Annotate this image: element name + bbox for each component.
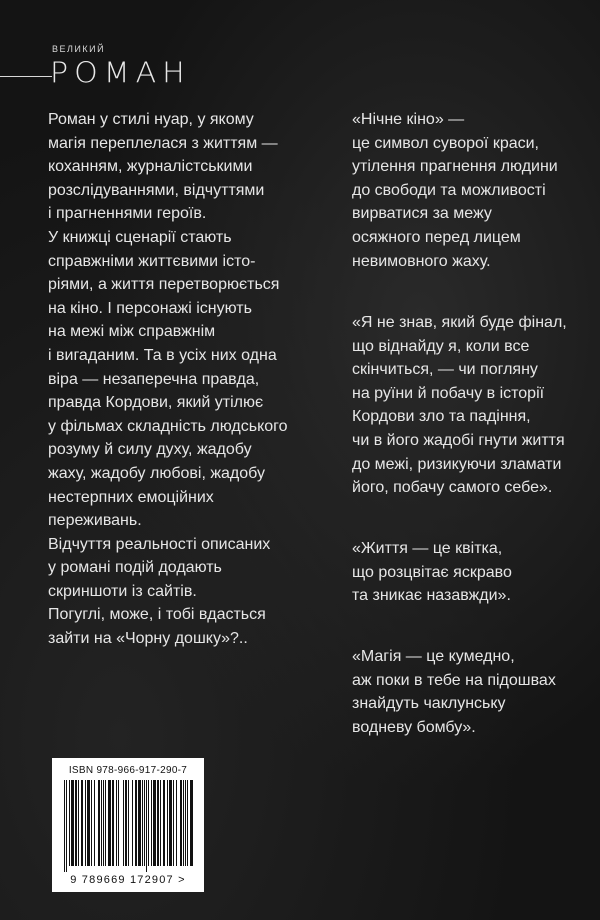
series-logo xyxy=(0,44,191,94)
quote-3: «Життя — це квітка, що розцвітає яскраво та зникає назавжди». xyxy=(352,540,512,605)
series-title: РОМАН xyxy=(50,56,191,91)
series-rule xyxy=(0,76,52,77)
barcode-icon xyxy=(62,780,194,872)
blurb-paragraph-1: Роман у стилі нуар, у якому магія переплелася з життям — коханням, журналістськими розслідуваннями, відчуттями і прагненнями героїв. xyxy=(48,111,278,223)
quote-2: «Я не знав, який буде фінал, що віднайду я, коли все скінчиться, — чи погляну на руїни й побачу в історії Кордови зло та падіння, чи в його жадобі гнути життя до межі, ризикуючи зламати його, побачу самого себе». xyxy=(352,314,567,497)
blurb-paragraph-2: У книжці сценарії стають справжніми життєвими істо- ріями, а життя перетворюється на кіно. І персонажі існують на межі між справжнім і вигаданим. Та в усіх них одна віра — незаперечна правда, правда Кордови, який утілює у фільмах складність людського розуму й силу духу, жадобу жаху, жадобу любові, жадобу нестерпних емоційних переживань. xyxy=(48,228,288,530)
barcode-digits: 9 789669 172907 > xyxy=(70,874,186,886)
barcode-label xyxy=(52,758,204,892)
series-subtitle: ВЕЛИКИЙ xyxy=(52,44,106,54)
quote-4: «Магія — це кумедно, аж поки в тебе на підошвах знайдуть чаклунську водневу бомбу». xyxy=(352,648,556,736)
quote-1: «Нічне кіно» — це символ суворої краси, утілення прагнення людини до свободи та можливості вирватися за межу осяжного перед лицем невимовного жаху. xyxy=(352,111,558,270)
blurb-paragraph-3: Відчуття реальності описаних у романі подій додають скриншоти із сайтів. xyxy=(48,535,271,600)
isbn-text: ISBN 978-966-917-290-7 xyxy=(68,765,188,776)
blurb-column xyxy=(48,108,296,651)
blurb-paragraph-4: Погуглі, може, і тобі вдасться зайти на «Чорну дошку»?.. xyxy=(48,606,266,648)
